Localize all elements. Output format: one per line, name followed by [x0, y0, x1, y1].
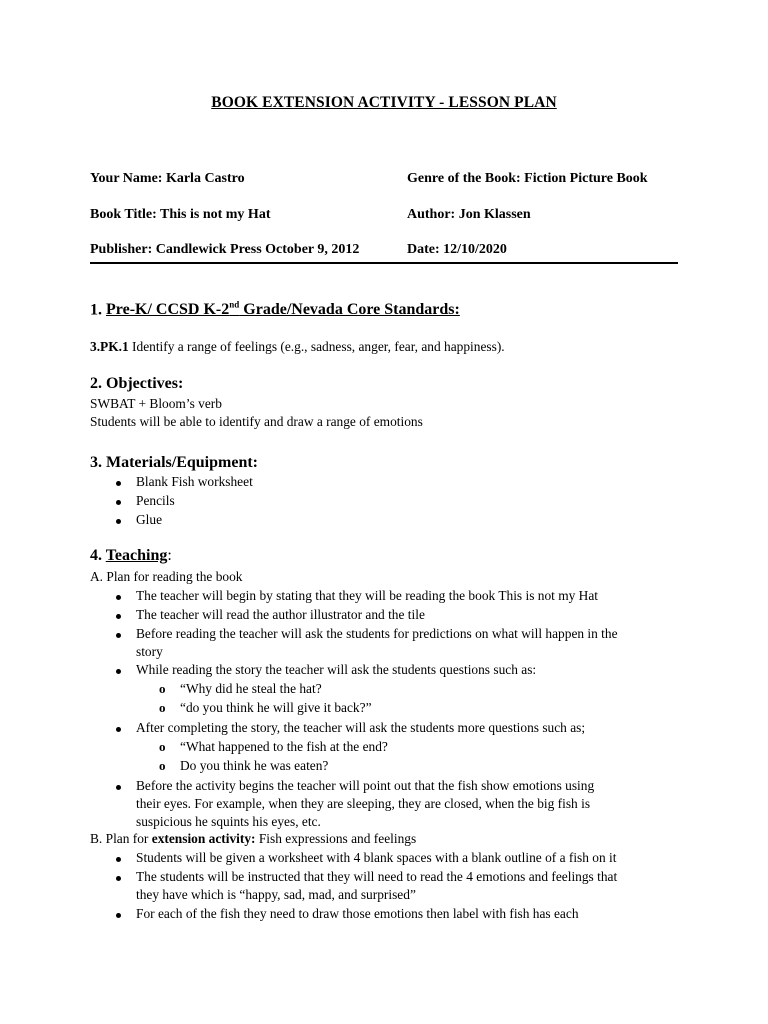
bullet-dot	[116, 614, 121, 619]
plan-a-item: After completing the story, the teacher will ask the students more questions such as;	[136, 720, 586, 735]
plan-a-subitem: Do you think he was eaten?	[180, 758, 329, 773]
section-2-heading: 2. Objectives:	[90, 375, 184, 392]
your-name: Your Name: Karla Castro	[90, 171, 245, 186]
plan-a-heading: A. Plan for reading the book	[90, 569, 243, 584]
sub-bullet-marker: o	[159, 758, 166, 773]
plan-a-item: The teacher will read the author illustrator and the tile	[136, 607, 425, 622]
section-1-number: 1.	[90, 301, 106, 319]
section-1-title: Pre-K/ CCSD K-2nd Grade/Nevada Core Standards:	[106, 300, 460, 319]
sub-bullet-marker: o	[159, 700, 166, 715]
plan-a-item-continued: story	[136, 644, 163, 659]
objective-line-1: SWBAT + Bloom’s verb	[90, 396, 222, 411]
section-3-heading: 3. Materials/Equipment:	[90, 454, 258, 471]
standard-text: Identify a range of feelings (e.g., sadness, anger, fear, and happiness).	[128, 339, 505, 354]
plan-a-item-continued: suspicious he squints his eyes, etc.	[136, 814, 321, 829]
bullet-dot	[116, 519, 121, 524]
bullet-dot	[116, 669, 121, 674]
book-title: Book Title: This is not my Hat	[90, 207, 271, 222]
section-1-heading	[90, 300, 460, 319]
plan-a-subitem: “Why did he steal the hat?	[180, 681, 322, 696]
header-divider	[90, 262, 678, 264]
bullet-dot	[116, 727, 121, 732]
plan-b-item: For each of the fish they need to draw those emotions then label with fish has each	[136, 906, 579, 921]
bullet-dot	[116, 857, 121, 862]
date: Date: 12/10/2020	[407, 242, 507, 257]
bullet-dot	[116, 785, 121, 790]
bullet-dot	[116, 876, 121, 881]
sub-bullet-marker: o	[159, 739, 166, 754]
material-item: Blank Fish worksheet	[136, 474, 253, 489]
publisher: Publisher: Candlewick Press October 9, 2012	[90, 242, 360, 257]
plan-b-item: Students will be given a worksheet with 4 blank spaces with a blank outline of a fish on it	[136, 850, 617, 865]
bullet-dot	[116, 500, 121, 505]
genre: Genre of the Book: Fiction Picture Book	[407, 171, 648, 186]
plan-a-item: Before the activity begins the teacher will point out that the fish show emotions using	[136, 778, 595, 793]
bullet-dot	[116, 633, 121, 638]
plan-a-item: The teacher will begin by stating that they will be reading the book This is not my Hat	[136, 588, 599, 603]
bullet-dot	[116, 481, 121, 486]
plan-a-subitem: “do you think he will give it back?”	[180, 700, 372, 715]
material-item: Glue	[136, 512, 163, 527]
plan-a-subitem: “What happened to the fish at the end?	[180, 739, 388, 754]
sub-bullet-marker: o	[159, 681, 166, 696]
objective-line-2: Students will be able to identify and draw a range of emotions	[90, 414, 423, 429]
standard-line	[90, 339, 505, 355]
plan-b-heading: B. Plan for extension activity: Fish expressions and feelings	[90, 831, 417, 846]
bullet-dot	[116, 595, 121, 600]
author: Author: Jon Klassen	[407, 207, 531, 222]
plan-a-item: Before reading the teacher will ask the students for predictions on what will happen in the	[136, 626, 618, 641]
section-4-heading: 4. Teaching:	[90, 547, 172, 564]
plan-a-item: While reading the story the teacher will ask the students questions such as:	[136, 662, 537, 677]
standard-code: 3.PK.1	[90, 339, 129, 354]
bullet-dot	[116, 913, 121, 918]
plan-a-item-continued: their eyes. For example, when they are sleeping, they are closed, when the big fish is	[136, 796, 591, 811]
plan-b-item: The students will be instructed that they will need to read the 4 emotions and feelings that	[136, 869, 618, 884]
material-item: Pencils	[136, 493, 175, 508]
document-title: BOOK EXTENSION ACTIVITY - LESSON PLAN	[211, 94, 557, 111]
plan-b-item-continued: they have which is “happy, sad, mad, and surprised”	[136, 887, 416, 902]
